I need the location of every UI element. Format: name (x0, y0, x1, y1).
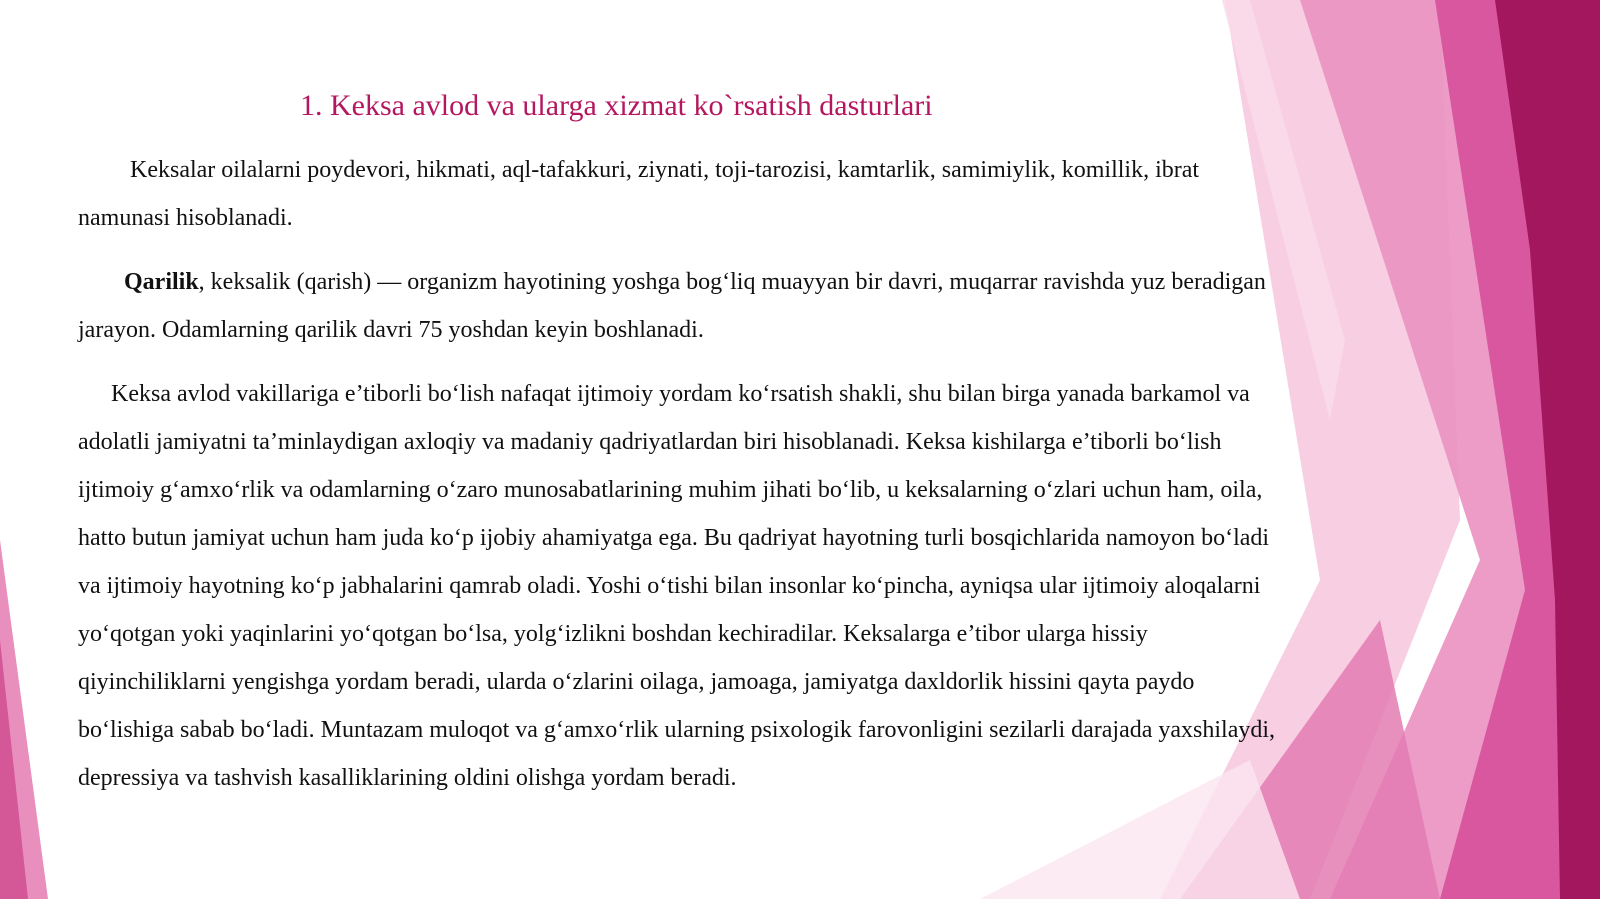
slide-body (78, 146, 1418, 818)
paragraph-3-line-6: yo‘qotgan yoki yaqinlarini yo‘qotgan bo‘lsa, yolg‘izlikni boshdan kechiradilar. Keksalarga e’tibor ularga hissiy (78, 621, 1148, 647)
paragraph-3-line-8: bo‘lishiga sabab bo‘ladi. Muntazam muloqot va g‘amxo‘rlik ularning psixologik farovonligini sezilarli darajada yaxshilaydi, (78, 717, 1276, 743)
paragraph-1 (78, 146, 1418, 242)
paragraph-3-line-4: hatto butun jamiyat uchun ham juda ko‘p ijobiy ahamiyatga ega. Bu qadriyat hayotning turli bosqichlarida namoyon bo‘ladi (78, 525, 1270, 551)
paragraph-2-line-1 (78, 258, 1418, 306)
bold-term: Qarilik (124, 269, 199, 295)
paragraph-3-line-1: Keksa avlod vakillariga e’tiborli bo‘lish nafaqat ijtimoiy yordam ko‘rsatish shakli, shu bilan birga yanada barkamol va (111, 381, 1250, 407)
paragraph-2-line-2: jarayon. Odamlarning qarilik davri 75 yoshdan keyin boshlanadi. (78, 317, 704, 343)
paragraph-3-line-5: va ijtimoiy hayotning ko‘p jabhalarini qamrab oladi. Yoshi o‘tishi bilan insonlar ko‘pincha, ayniqsa ular ijtimoiy aloqalarni (78, 573, 1261, 599)
paragraph-3-line-2: adolatli jamiyatni ta’minlaydigan axloqiy va madaniy qadriyatlardan biri hisoblanadi. Keksa kishilarga e’tiborli bo‘lish (78, 429, 1222, 455)
paragraph-1-line-2: namunasi hisoblanadi. (78, 205, 293, 231)
slide-title: 1. Keksa avlod va ularga xizmat ko`rsatish dasturlari (300, 89, 933, 122)
paragraph-3-line-3: ijtimoiy g‘amxo‘rlik va odamlarning o‘zaro munosabatlarining muhim jihati bo‘lib, u keksalarning o‘zlari uchun ham, oila, (78, 477, 1263, 503)
paragraph-3-line-9: depressiya va tashvish kasalliklarining oldini olishga yordam beradi. (78, 765, 737, 791)
paragraph-2 (78, 258, 1418, 354)
paragraph-3 (78, 370, 1418, 802)
paragraph-2-line-1-rest: , keksalik (qarish) — organizm hayotining yoshga bog‘liq muayyan bir davri, muqarrar ravishda yuz beradigan (198, 269, 1266, 295)
paragraph-3-line-7: qiyinchiliklarni yengishga yordam beradi, ularda o‘zlarini oilaga, jamoaga, jamiyatga daxldorlik hissini qayta paydo (78, 669, 1195, 695)
paragraph-1-line-1: Keksalar oilalarni poydevori, hikmati, aql-tafakkuri, ziynati, toji-tarozisi, kamtarlik, samimiylik, komillik, ibrat (130, 157, 1200, 183)
